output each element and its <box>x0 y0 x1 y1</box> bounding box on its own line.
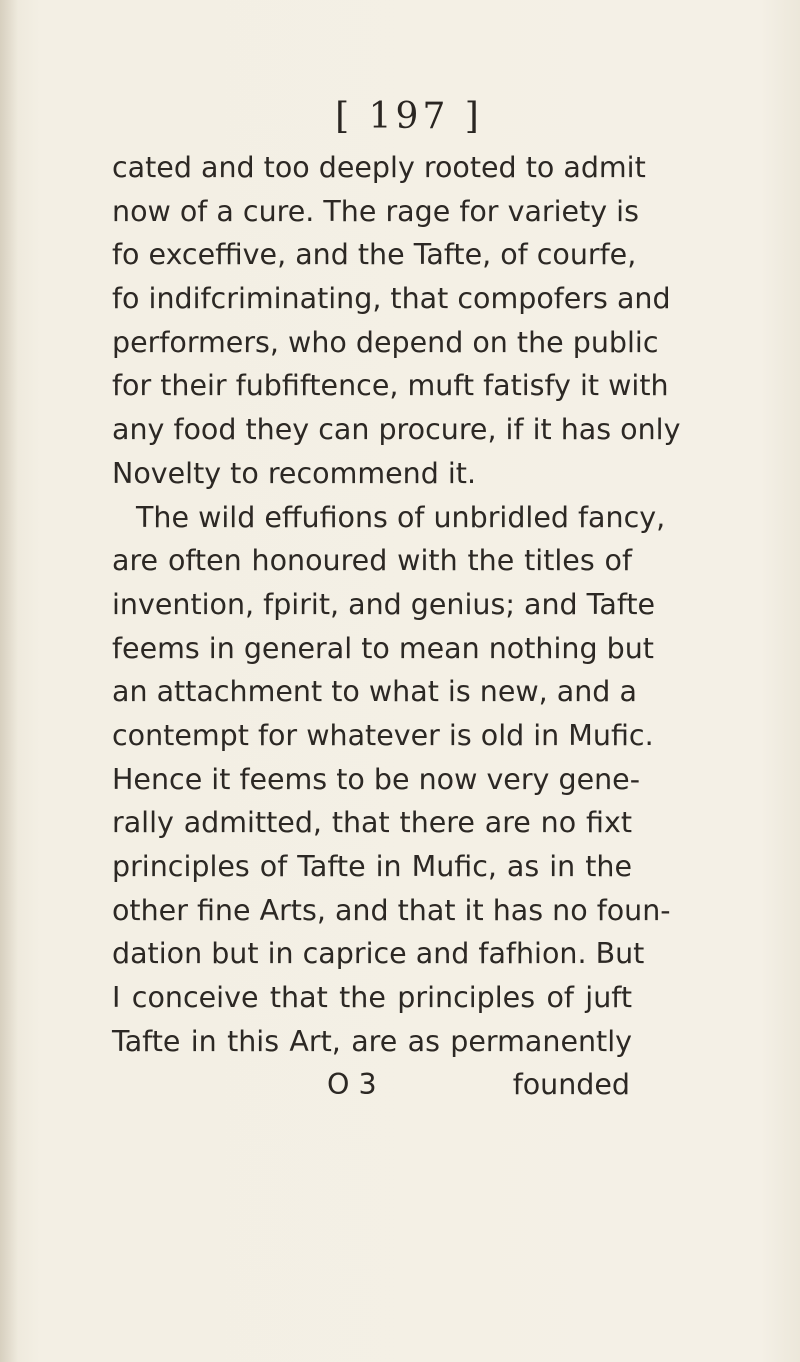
text-line: contempt for whatever is old in Mufic. <box>112 718 654 752</box>
text-line: fo exceffive, and the Tafte, of courfe, <box>112 238 637 272</box>
text-line: for their fubfiftence, muft fatisfy it with <box>112 369 669 403</box>
page-number-header: [ 197 ] <box>335 96 483 137</box>
text-line: performers, who depend on the public <box>112 325 659 359</box>
text-line: other fine Arts, and that it has no foun- <box>112 893 671 927</box>
text-line: The wild effufions of unbridled fancy, <box>136 500 666 534</box>
body-text <box>112 146 681 1107</box>
text-line: cated and too deeply rooted to admit <box>112 151 646 184</box>
text-line: Tafte in this Art, are as permanently <box>112 1024 632 1058</box>
text-line: I conceive that the principles of juft <box>112 981 632 1015</box>
text-line: an attachment to what is new, and a <box>112 675 637 709</box>
signature-mark: O 3 <box>327 1068 377 1102</box>
text-line: are often honoured with the titles of <box>112 544 632 578</box>
catchword: founded <box>512 1068 630 1102</box>
text-line: invention, fpirit, and genius; and Tafte <box>112 587 656 621</box>
text-line: Novelty to recommend it. <box>112 456 477 490</box>
text-line: feems in general to mean nothing but <box>112 631 654 665</box>
text-line: dation but in caprice and fafhion. But <box>112 937 645 971</box>
text-line: Hence it feems to be now very gene- <box>112 762 640 796</box>
signature-line <box>112 1063 632 1107</box>
gutter-shadow <box>0 0 18 1362</box>
text-line: principles of Tafte in Mufic, as in the <box>112 850 632 883</box>
text-line: rally admitted, that there are no fixt <box>112 806 632 840</box>
text-line: any food they can procure, if it has only <box>112 413 681 447</box>
text-line: fo indifcriminating, that compofers and <box>112 282 671 316</box>
text-line: now of a cure. The rage for variety is <box>112 194 639 228</box>
